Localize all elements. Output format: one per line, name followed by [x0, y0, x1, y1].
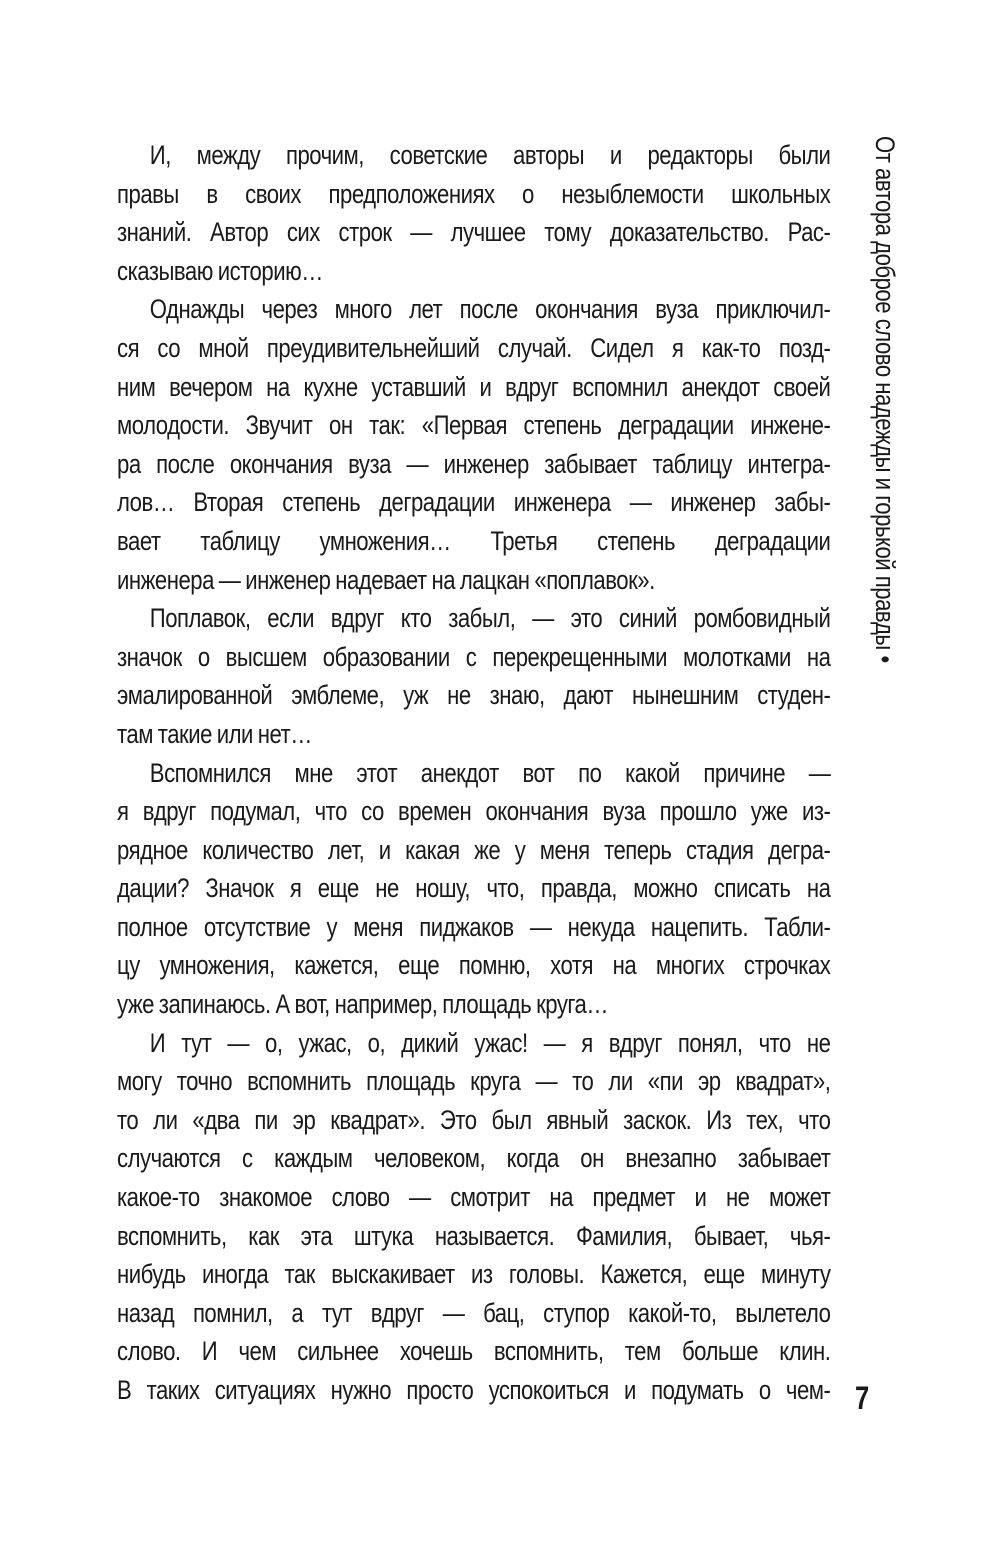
text-line: случаются с каждым человеком, когда он внезапно забывает	[117, 1143, 831, 1174]
text-line: Поплавок, если вдруг кто забыл, — это синий ромбовидный	[149, 603, 831, 634]
text-line: правы в своих предположениях о незыблемости школьных	[117, 178, 831, 209]
body-text	[117, 136, 831, 1410]
text-line: В таких ситуациях нужно просто успокоиться и подумать о чем-	[117, 1375, 831, 1405]
text-line: инженера — инженер надевает на лацкан «поплавок».	[117, 564, 655, 595]
text-line: сказываю историю…	[117, 255, 323, 286]
text-line: слово. И чем сильнее хочешь вспомнить, тем больше клин.	[117, 1336, 831, 1367]
running-head-text: От автора доброе слово надежды и горькой правды •	[870, 136, 900, 663]
text-line: ра после окончания вуза — инженер забывает таблицу интегра-	[117, 448, 831, 479]
text-line: И тут — о, ужас, о, дикий ужас! — я вдруг понял, что не	[149, 1027, 831, 1058]
text-line: назад помнил, а тут вдруг — бац, ступор какой-то, вылетело	[117, 1297, 831, 1328]
text-line: рядное количество лет, и какая же у меня теперь стадия дегра-	[117, 834, 831, 865]
text-line: там такие или нет…	[117, 718, 312, 749]
text-line: молодости. Звучит он так: «Первая степень деградации инжене-	[117, 410, 831, 441]
text-line: цу умножения, кажется, еще помню, хотя на многих строчках	[117, 950, 831, 981]
text-line: вает таблицу умножения… Третья степень деградации	[117, 525, 831, 556]
text-line: какое-то знакомое слово — смотрит на предмет и не может	[117, 1182, 831, 1213]
text-line: лов… Вторая степень деградации инженера — инженер забы-	[117, 487, 831, 518]
text-line: полное отсутствие у меня пиджаков — некуда нацепить. Табли-	[117, 911, 831, 942]
text-line: дации? Значок я еще не ношу, что, правда, можно списать на	[117, 873, 831, 904]
text-line: Вспомнился мне этот анекдот вот по какой причине —	[149, 757, 831, 788]
text-line: Однажды через много лет после окончания вуза приключил-	[149, 294, 831, 325]
text-line: могу точно вспомнить площадь круга — то ли «пи эр квадрат»,	[117, 1066, 831, 1097]
text-line: знаний. Автор сих строк — лучшее тому доказательство. Рас-	[117, 217, 831, 248]
text-line: нибудь иногда так выскакивает из головы. Кажется, еще минуту	[117, 1259, 831, 1290]
text-line: ся со мной преудивительнейший случай. Сидел я как-то позд-	[117, 332, 831, 363]
text-line: ним вечером на кухне уставший и вдруг вспомнил анекдот своей	[117, 371, 831, 402]
text-line: эмалированной эмблеме, уж не знаю, дают нынешним студен-	[117, 680, 831, 711]
running-head	[848, 136, 908, 736]
text-line: значок о высшем образовании с перекрещенными молотками на	[117, 641, 831, 672]
text-line: я вдруг подумал, что со времен окончания вуза прошло уже из-	[117, 796, 831, 827]
text-line: вспомнить, как эта штука называется. Фамилия, бывает, чья-	[117, 1220, 831, 1251]
text-line: то ли «два пи эр квадрат». Это был явный заскок. Из тех, что	[117, 1104, 831, 1135]
text-line: И, между прочим, советские авторы и редакторы были	[149, 140, 831, 170]
page-number: 7	[855, 1380, 870, 1416]
text-line: уже запинаюсь. А вот, например, площадь круга…	[117, 989, 608, 1020]
